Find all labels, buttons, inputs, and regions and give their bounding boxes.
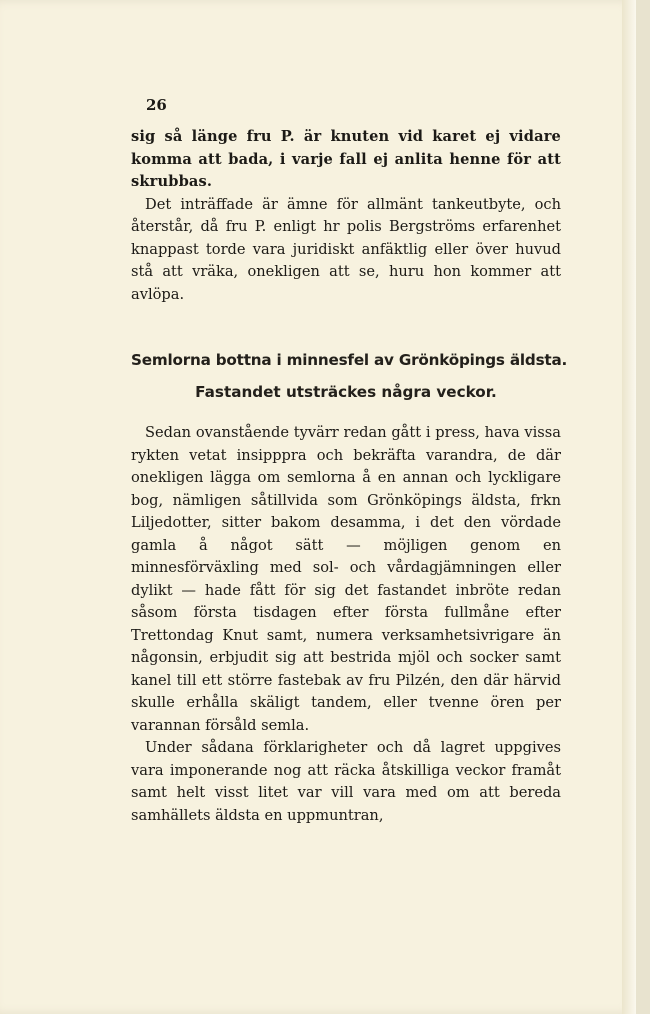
- page-edge-shadow: [622, 0, 636, 1014]
- section-heading-sub: Fastandet utsträckes några veckor.: [195, 383, 497, 401]
- paragraph-forklarigheter: Under sådana förklarigheter och då lagret uppgives vara imponerande nog att räcka åtskilliga veckor framåt samt helt visst litet var vill vara med om att bereda samhällets äldsta en uppmuntran,: [131, 739, 561, 824]
- paragraph-rykten: Sedan ovanstående tyvärr redan gått i press, hava vissa rykten vetat insipppra och bekräfta varandra, de där onekligen lägga om semlorna å en annan och lyckligare bog, nämligen såtillvida som Grönköpings äldsta, frkn Liljedotter, sitter bakom desamma, i det den vördade gamla å något sätt — möjligen genom en minnesförväxling med sol- och vårdagjämningen eller dylikt — hade fått för sig det fastandet inbröte redan såsom första tisdagen efter första fullmåne efter Trettondag Knut samt, numera verksamhetsivrigare än någonsin, erbjudit sig att bestrida mjöl och socker samt kanel till ett större fastebak av fru Pilzén, den där härvid skulle erhålla skäligt tandem, eller tvenne ören per varannan försåld semla.: [131, 424, 561, 734]
- paragraph-tankeutbyte: Det inträffade är ämne för allmänt tankeutbyte, och återstår, då fru P. enligt hr polis Bergströms erfarenhet knappast torde vara juridiskt anfäktlig eller över huvud stå att vräka, onekligen att se, huru hon kommer att avlöpa.: [131, 195, 561, 303]
- section-heading-main: Semlorna bottna i minnesfel av Grönköpings äldsta.: [131, 351, 568, 369]
- text-section-semlorna: [131, 422, 561, 827]
- text-section-intro: [131, 126, 561, 306]
- page-number: 26: [146, 96, 167, 114]
- intro-paragraph: sig så länge fru P. är knuten vid karet ej vidare komma att bada, i varje fall ej anlita henne för att skrubbas.: [131, 128, 561, 190]
